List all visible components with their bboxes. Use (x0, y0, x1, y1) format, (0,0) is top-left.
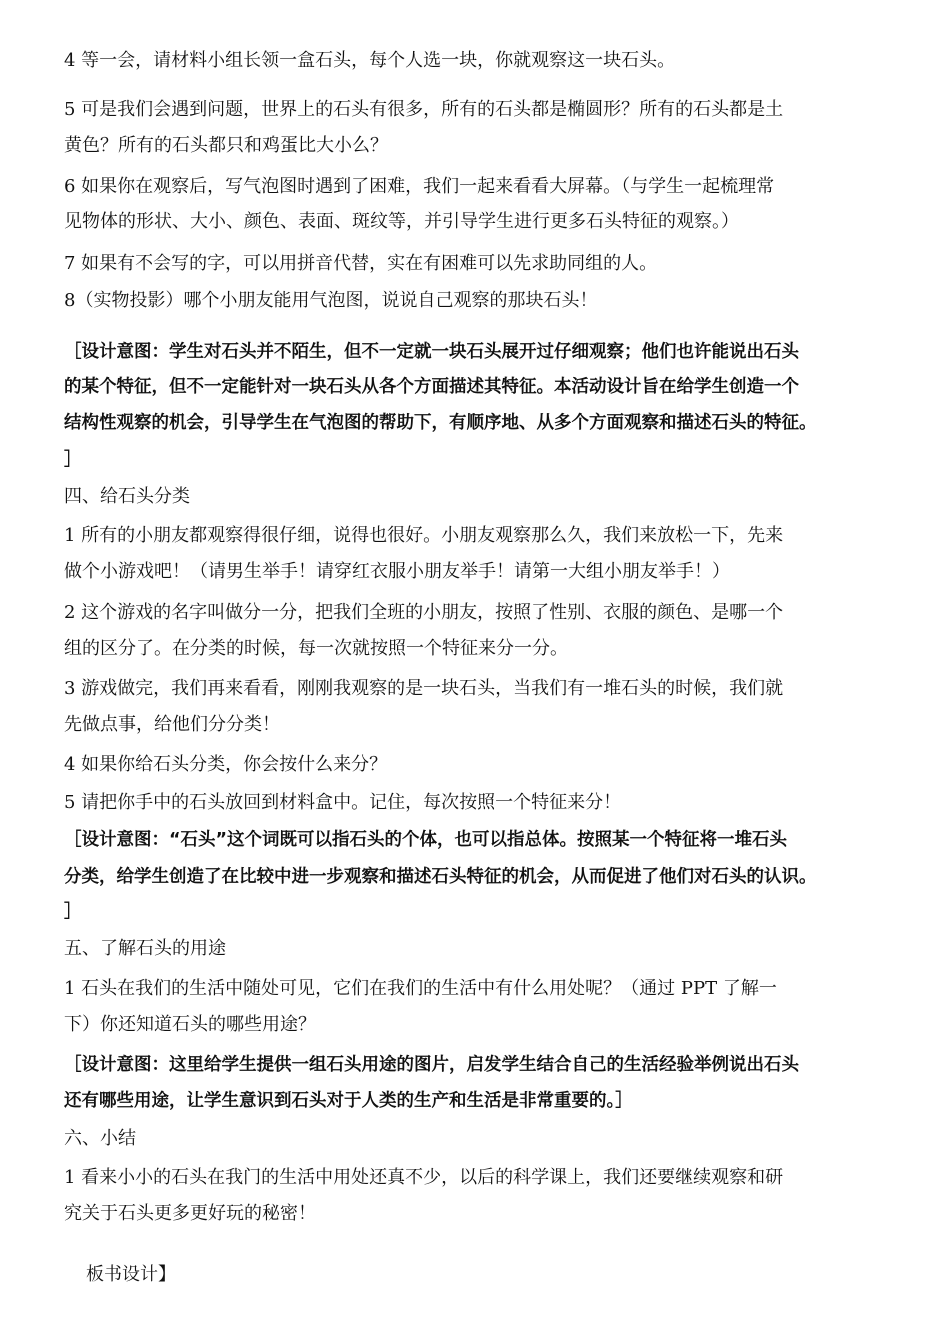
design-intent-line: 结构性观察的机会，引导学生在气泡图的帮助下，有顺序地、从多个方面观察和描述石头的特征。 (64, 413, 817, 433)
design-intent-line: 还有哪些用途，让学生意识到石头对于人类的生产和生活是非常重要的。］ (64, 1091, 633, 1111)
section-heading: 五、了解石头的用途 (64, 938, 226, 959)
text-line: 5 可是我们会遇到问题，世界上的石头有很多，所有的石头都是椭圆形？所有的石头都是土 (64, 99, 784, 120)
text-line: 下）你还知道石头的哪些用途？ (64, 1014, 316, 1035)
text-line: 组的区分了。在分类的时候，每一次就按照一个特征来分一分。 (64, 638, 568, 659)
design-intent-line: ［设计意图：“石头”这个词既可以指石头的个体，也可以指总体。按照某一个特征将一堆石头 (64, 830, 787, 850)
text-line: 3 游戏做完，我们再来看看，刚刚我观察的是一块石头，当我们有一堆石头的时候，我们就 (64, 678, 784, 699)
design-intent-line: ［设计意图：这里给学生提供一组石头用途的图片，启发学生结合自己的生活经验举例说出石头 (64, 1055, 799, 1075)
text-line: 1 石头在我们的生活中随处可见，它们在我们的生活中有什么用处呢？（通过 PPT 了解一 (64, 978, 777, 999)
design-intent-line: ］ (64, 902, 82, 922)
text-line: 1 看来小小的石头在我门的生活中用处还真不少，以后的科学课上，我们还要继续观察和研 (64, 1167, 784, 1188)
text-line: 究关于石头更多更好玩的秘密！ (64, 1203, 316, 1224)
board-design-heading: 板书设计】 (86, 1264, 176, 1285)
design-intent-line: ］ (64, 450, 82, 470)
text-line: 5 请把你手中的石头放回到材料盒中。记住，每次按照一个特征来分！ (64, 792, 622, 813)
text-line: 4 等一会，请材料小组长领一盒石头，每个人选一块，你就观察这一块石头。 (64, 50, 676, 71)
text-line: 4 如果你给石头分类，你会按什么来分？ (64, 754, 388, 775)
text-line: 2 这个游戏的名字叫做分一分，把我们全班的小朋友，按照了性别、衣服的颜色、是哪一个 (64, 602, 784, 623)
text-line: 7 如果有不会写的字，可以用拼音代替，实在有困难可以先求助同组的人。 (64, 253, 658, 274)
text-line: 见物体的形状、大小、颜色、表面、斑纹等，并引导学生进行更多石头特征的观察。） (64, 211, 739, 232)
section-heading: 四、给石头分类 (64, 486, 190, 507)
design-intent-line: 分类，给学生创造了在比较中进一步观察和描述石头特征的机会，从而促进了他们对石头的认识。 (64, 867, 817, 887)
text-line: 黄色？所有的石头都只和鸡蛋比大小么？ (64, 135, 388, 156)
text-line: 8（实物投影）哪个小朋友能用气泡图，说说自己观察的那块石头！ (64, 290, 598, 311)
section-heading: 六、小结 (64, 1128, 136, 1149)
text-line: 做个小游戏吧！（请男生举手！请穿红衣服小朋友举手！请第一大组小朋友举手！） (64, 561, 730, 582)
design-intent-line: 的某个特征，但不一定能针对一块石头从各个方面描述其特征。本活动设计旨在给学生创造一个 (64, 377, 799, 397)
text-line: 1 所有的小朋友都观察得很仔细，说得也很好。小朋友观察那么久，我们来放松一下，先来 (64, 525, 784, 546)
design-intent-line: ［设计意图：学生对石头并不陌生，但不一定就一块石头展开过仔细观察；他们也许能说出石头 (64, 342, 799, 362)
text-line: 6 如果你在观察后，写气泡图时遇到了困难，我们一起来看看大屏幕。（与学生一起梳理常 (64, 176, 775, 197)
text-line: 先做点事，给他们分分类！ (64, 714, 280, 735)
